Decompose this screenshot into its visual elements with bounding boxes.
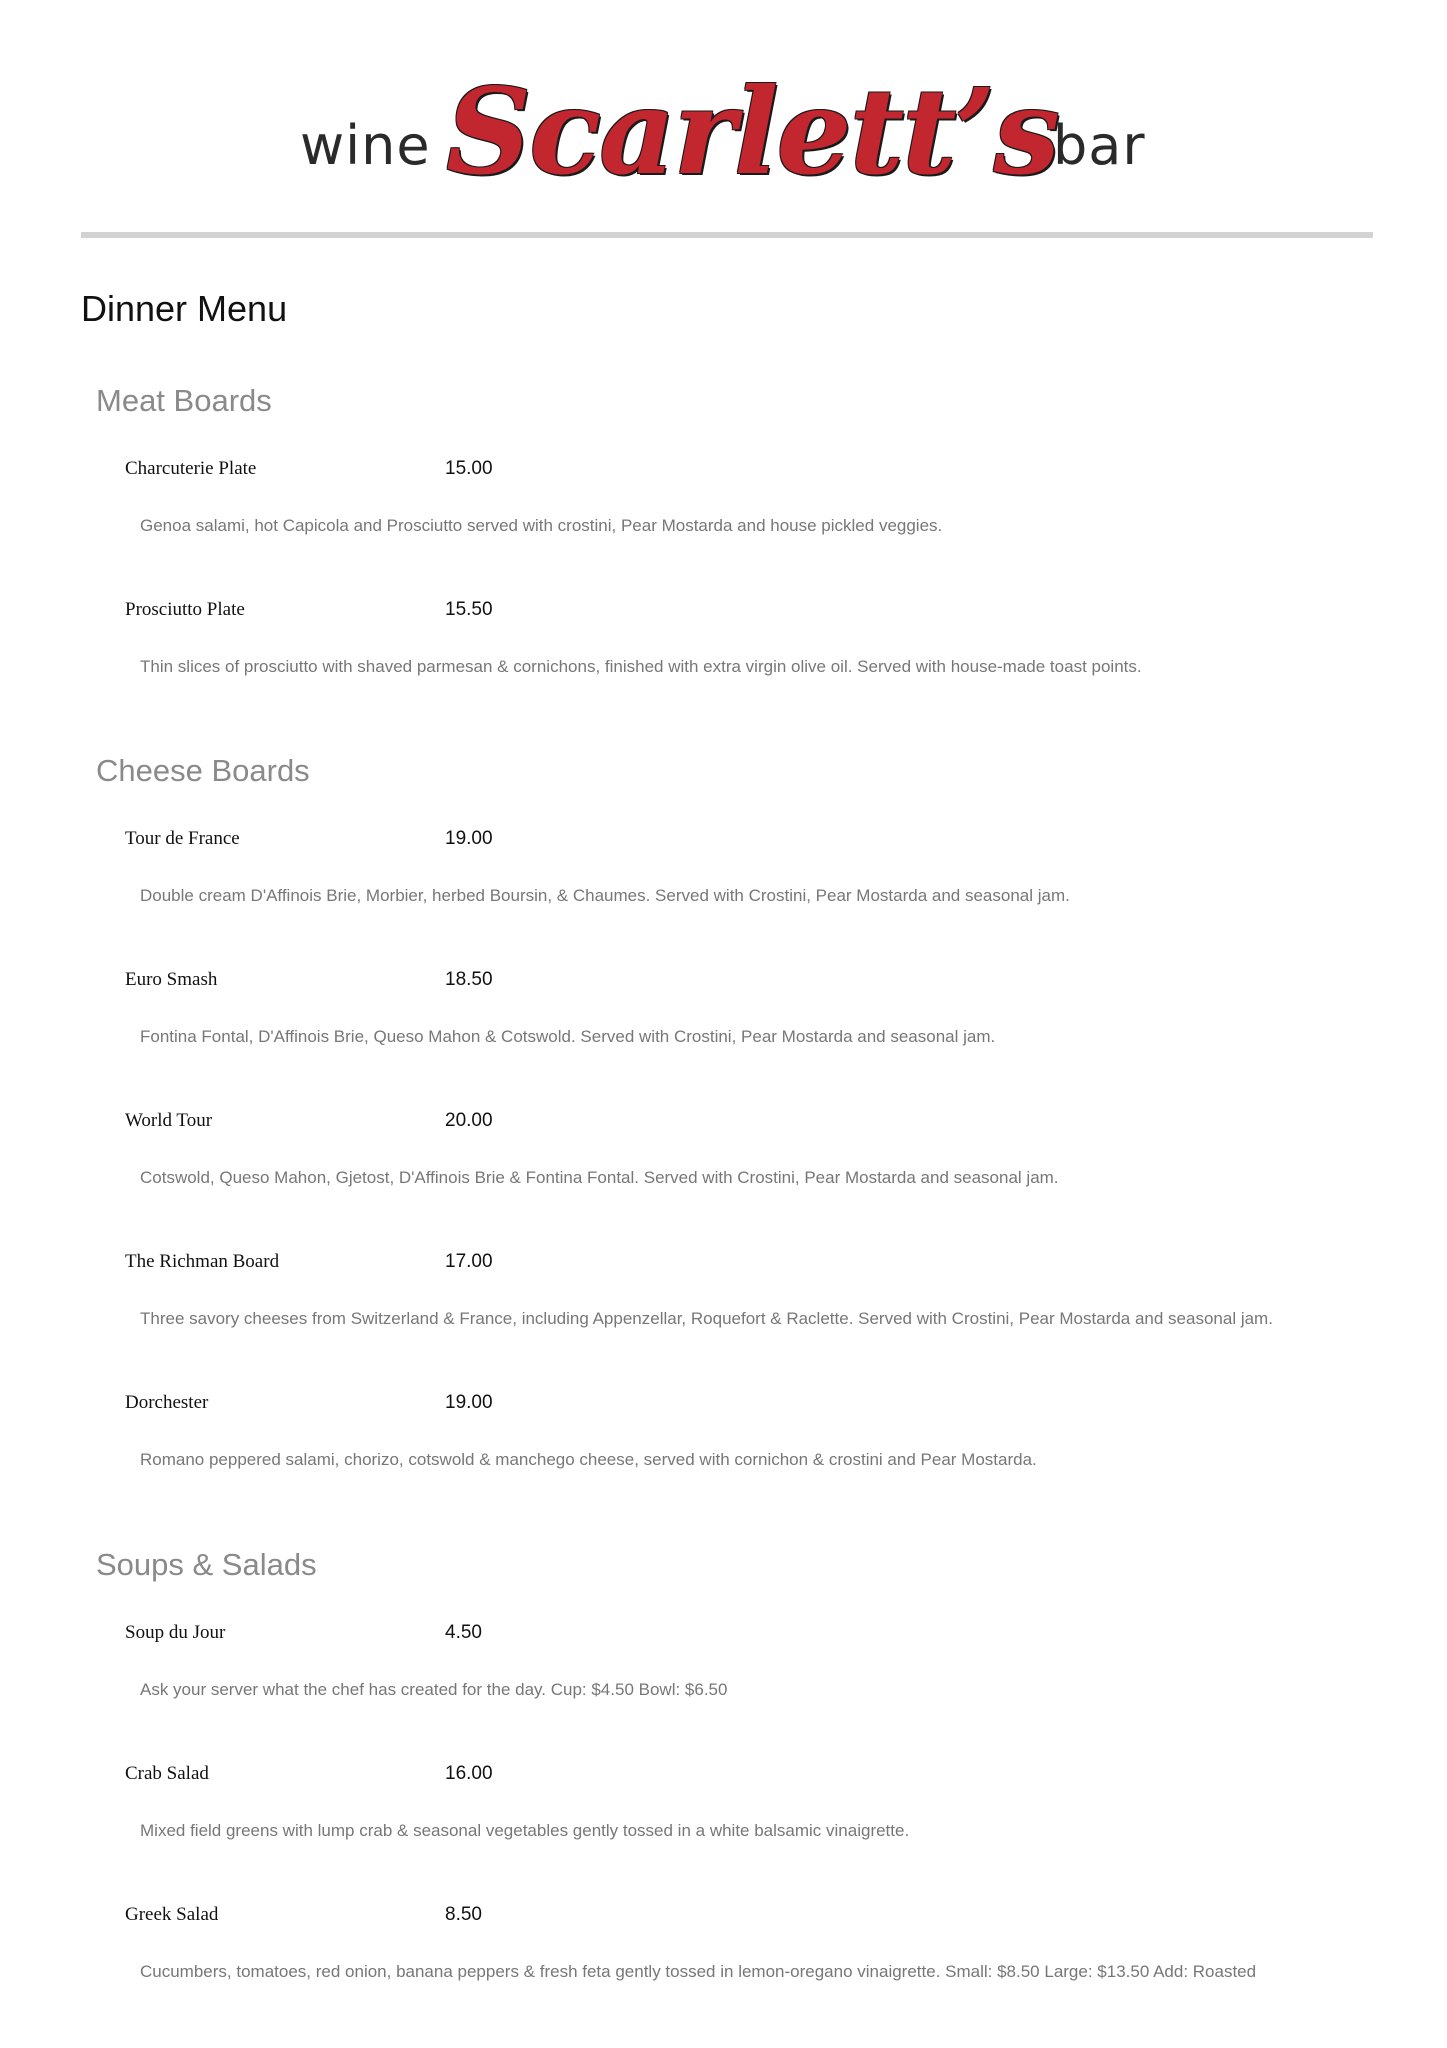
item-description: Three savory cheeses from Switzerland & France, including Appenzellar, Roquefort & Raclette. Served with Crostini, Pear Mostarda and seasonal jam. bbox=[140, 1309, 1273, 1328]
page-title: Dinner Menu bbox=[81, 288, 288, 329]
item-name: Dorchester bbox=[125, 1392, 209, 1413]
item-name: Soup du Jour bbox=[125, 1622, 226, 1643]
item-price: 16.00 bbox=[445, 1763, 493, 1784]
item-price: 8.50 bbox=[445, 1904, 482, 1925]
item-name: The Richman Board bbox=[125, 1251, 280, 1272]
item-description: Thin slices of prosciutto with shaved parmesan & cornichons, finished with extra virgin olive oil. Served with house-made toast points. bbox=[140, 657, 1142, 676]
section-title-meat-boards: Meat Boards bbox=[96, 383, 272, 418]
item-description: Ask your server what the chef has created for the day. Cup: $4.50 Bowl: $6.50 bbox=[140, 1680, 728, 1699]
logo-scarletts-text: Scarlett’s bbox=[446, 62, 1059, 201]
logo-wine-text: wine bbox=[300, 114, 431, 177]
item-name: World Tour bbox=[125, 1110, 213, 1131]
item-name: Charcuterie Plate bbox=[125, 458, 257, 479]
item-description: Romano peppered salami, chorizo, cotswold & manchego cheese, served with cornichon & crostini and Pear Mostarda. bbox=[140, 1450, 1037, 1469]
item-price: 15.50 bbox=[445, 599, 493, 620]
item-description: Cucumbers, tomatoes, red onion, banana peppers & fresh feta gently tossed in lemon-oregano vinaigrette. Small: $8.50 Large: $13.50 Add: Roasted bbox=[140, 1962, 1257, 1981]
item-price: 15.00 bbox=[445, 458, 493, 479]
item-price: 17.00 bbox=[445, 1251, 493, 1272]
item-description: Mixed field greens with lump crab & seasonal vegetables gently tossed in a white balsamic vinaigrette. bbox=[140, 1821, 910, 1840]
item-description: Fontina Fontal, D'Affinois Brie, Queso Mahon & Cotswold. Served with Crostini, Pear Mostarda and seasonal jam. bbox=[140, 1027, 996, 1046]
item-name: Greek Salad bbox=[125, 1904, 219, 1925]
item-price: 4.50 bbox=[445, 1622, 482, 1643]
section-title-cheese-boards: Cheese Boards bbox=[96, 753, 310, 788]
item-name: Euro Smash bbox=[125, 969, 218, 990]
item-name: Crab Salad bbox=[125, 1763, 209, 1784]
item-price: 18.50 bbox=[445, 969, 493, 990]
item-price: 19.00 bbox=[445, 828, 493, 849]
item-price: 19.00 bbox=[445, 1392, 493, 1413]
item-price: 20.00 bbox=[445, 1110, 493, 1131]
item-name: Prosciutto Plate bbox=[125, 599, 245, 620]
item-description: Genoa salami, hot Capicola and Prosciutto served with crostini, Pear Mostarda and house pickled veggies. bbox=[140, 516, 943, 535]
restaurant-logo bbox=[0, 62, 1447, 212]
item-description: Cotswold, Queso Mahon, Gjetost, D'Affinois Brie & Fontina Fontal. Served with Crostini, Pear Mostarda and seasonal jam. bbox=[140, 1168, 1059, 1187]
section-title-soups-salads: Soups & Salads bbox=[96, 1547, 317, 1582]
header-divider bbox=[81, 232, 1373, 238]
logo-bar-text: bar bbox=[1053, 114, 1146, 177]
item-description: Double cream D'Affinois Brie, Morbier, herbed Boursin, & Chaumes. Served with Crostini, Pear Mostarda and seasonal jam. bbox=[140, 886, 1070, 905]
item-name: Tour de France bbox=[125, 828, 240, 849]
